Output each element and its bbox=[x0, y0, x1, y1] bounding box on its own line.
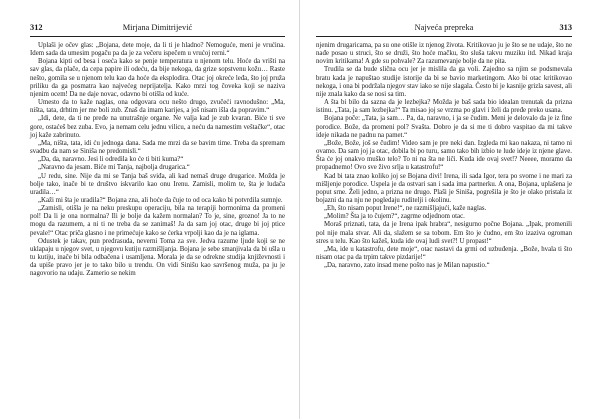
paragraph: „U redu, sine. Nije da mi se Tanja baš sviđa, ali kad nemaš druge drugarice. Možda je bolje tako, inače bi te društvo iskvarilo kao onu Irenu. Zamisli, molim te, šta je ludača uradila…“ bbox=[30, 172, 285, 196]
paragraph: Odustek je takav, pun predrasuda, neverni Toma za sve. Jedva razume ljude koji se ne uklapaju u njegov svet, u njegovu kutiju razmišljanja. Bojana je sebe smanjivala da bi ušla u tu kutiju, inače bi bila odbačena i usamljena. Morala je da se odrekne studija književnosti i da upiše pravo jer je to tako bilo u trendu. On vidi Sinišu kao savršenog muža, pa ju je nagovorio na udaju. Zamerio se nekim bbox=[30, 237, 285, 278]
paragraph: Moraš priznati, tata, da je Irena ipak hrabra“, nesigurno počne Bojana. „Ipak, promenili pol nije mala stvar. Ali da, slažem se sa tobom. Em što je ćudno, em što izaziva ogroman stres u telu. Kao što kažeš, kuda ide ovaj ludi svet?! U propast!“ bbox=[316, 221, 572, 245]
paragraph: njenim drugaricama, pa su one otišle iz njenog života. Kritikovao ju je što se ne udaje, što ne nađe posao u struci, što se druži, što hoće mačku, što sluša takvu muziku itd. Nikad kraja novim kritikama! A gde su pohvale? Za razumevanje bolje da ne pita. bbox=[316, 42, 572, 66]
paragraph: „Naravno da jesam. Biće mi Tanja, najbolja drugarica.“ bbox=[38, 164, 190, 172]
paragraph: Bojana poče: „Tata, ja sam… Pa, da, naravno, i ja se čudim. Meni je delovalo da je iz fine porodice. Bože, da promeni pol? Svašta. Dobro je da si me ti dobro vaspitao da mi takve ideje nikada ne padnu na pamet.“ bbox=[316, 115, 572, 139]
paragraph: Kad bi tata znao koliko joj se Bojana divi! Irena, ili sada Igor, tera po svome i ne mari za mišljenje porodice. Uspela je da ostvari san i sada ima partnerku. A ona, Bojana, uplašena je poput srne. Želi jedno, a prizna ne drugo. Plaši je Siniša, pogrešila je što je olako pristala iz bojazni da na nju ne pogledaju ruditelji i okolinu. bbox=[316, 172, 572, 204]
right-page bbox=[300, 0, 600, 419]
page-number: 312 bbox=[30, 23, 43, 32]
paragraph: „Zamisli, otišla je na neku preskupu operaciju, bila na terapiji hormonima da promeni pol! Da li je ona normalna? Ili je bolje da kažem normalan? To je, sine, grozno! Ja to ne mogu da razumem, a ni ti ne treba da se zanimaš! Ja da sam joj otac, druge bi joj ptice pevale!“ Otac priča glasno i ne primećuje kako se ćerka vrpolji kao da je na iglama. bbox=[30, 205, 285, 237]
right-page-text bbox=[316, 42, 572, 270]
paragraph: A šta bi bilo da sazna da je lezbejka? Možda je baš sada bio idealan trenutak da prizna istinu. „Tata, ja sam lezbejka!“ Ta misao joj se vrzma po glavi i želi da pređe preko usana. bbox=[316, 99, 572, 115]
page-number: 313 bbox=[559, 23, 572, 32]
paragraph: „Molim? Šta ja to čujem?“, zagrme odjednom otac. bbox=[324, 213, 465, 221]
paragraph: „Eh, što nisam poput Irene!“, ne razmišljajući, kaže naglas. bbox=[324, 205, 487, 213]
right-page-header bbox=[316, 22, 572, 37]
left-page-text bbox=[30, 42, 285, 279]
paragraph: Umesto da to kaže naglas, ona odgovara ocu nešto drugo, zvučeći ravnodušno: „Ma, ništa, tata, drhtim jer me boli zub. Znaš da imam karijes, a još nisam išla da popravim.“ bbox=[30, 99, 285, 115]
paragraph: „Kaži mi šta je uradila?“ Bojana zna, ali hoće da čuje to od oca kako bi potvrdila sumnje. bbox=[38, 196, 283, 204]
paragraph: „Bože, Bože, još se čudim! Video sam je pre neki dan. Izgleda mi kao nakaza, ni tamo ni ovamo. Da sam joj ja otac, dobila bi po turu, samo tako bih izbio te lude ideje iz njene glave. Šta će joj onakvo muško telo? To ni na šta ne liči. Kuda ide ovaj svet!? Neeee, moramo da propadnemo! Ovo sve živo srlja u katastrofu!“ bbox=[316, 139, 572, 172]
paragraph: „Da, da, naravno. Jesi li odredila ko će ti biti kuma?“ bbox=[38, 156, 184, 164]
running-title: Najveća prepreka bbox=[414, 23, 474, 32]
paragraph: Trudila se da bude slična ocu jer je mislila da ga voli. Zajedno sa njim se podsmevala bratu kada je napuštao studije istorije da bi se bavio marketingom. Ako bi otac kritikovao nekoga, i ona bi podržala njegov stav iako se nije slagala. Često bi je kasnije grizla savest, ali nije znala kako da se nosi sa tim. bbox=[316, 66, 572, 98]
paragraph: „Da, naravno, zato insad mene pošto nas je Milan napustio.“ bbox=[324, 262, 490, 270]
paragraph: Bojana kipti od besa i osećа kako se penje temperatura u njenom telu. Hoće da vrišti na sav glas, da plače, da cepa papire ili odeću, da bije nekoga, da grize sopstvenu kožu… Raste nešto, gomila se u njenom telu kao da hoće da eksplodira. Otac joj okreće leđa, što joj pruža priliku da ga posmatra kao najvećeg neprijatelja. Kako mrzi tog čoveka koji se naziva njenim ocem! Da ne daje novac, odavno bi otišla od kuće. bbox=[30, 58, 285, 98]
paragraph: Uplaši je očev glas: „Bojana, dete moje, da li ti je hladno? Nemoguće, meni je vrućina. Idem sada da umesim pogaču pa da je za večeru ispečem u vrućoj rerni.“ bbox=[30, 42, 285, 58]
paragraph: „Ma, ništa, tata, idi ću jednoga dana. Sada me mrzi da se bavim time. Treba da spremam svadbu da nam se Siniša ne predomisli.“ bbox=[30, 139, 285, 156]
left-page-header bbox=[30, 22, 285, 37]
paragraph: „Ma, ide u katastrofu, dete moje“, otac nastavi da grmi od uzbuđenja. „Bože, hvala ti što nisam otac pa da trpim takve pizdarije!“ bbox=[316, 245, 572, 262]
running-title: Mirjana Dimitrijević bbox=[122, 23, 193, 32]
paragraph: „Idi, dete, da ti ne pređe na unutrašnje organe. Ne valja kad je zub kvaran. Biće ti sve gore, ostaćeš bez zuba. Evo, ja nemam celu jednu vilicu, a neću da namestim veštačke“, otac joj kaže zabrinuto. bbox=[30, 115, 285, 139]
